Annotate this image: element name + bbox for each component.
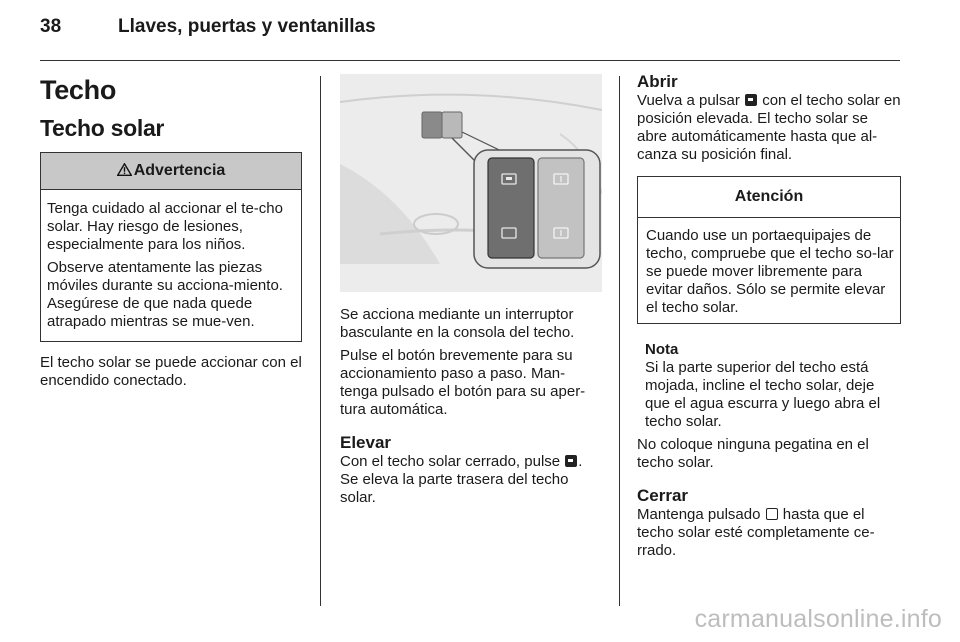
attention-header: Atención: [638, 177, 900, 218]
abrir-text: Vuelva a pulsar con el techo solar en posición elevada. El techo solar se abre automáticamente hasta que al-canza su posición final.: [637, 92, 901, 163]
attention-box: [637, 176, 901, 324]
cerrar-heading: Cerrar: [637, 486, 689, 505]
header-rule: [40, 60, 900, 61]
abrir-heading: Abrir: [637, 72, 678, 91]
column-2: [340, 72, 602, 512]
warning-title: Advertencia: [133, 162, 226, 179]
warning-text-1: Tenga cuidado al accionar el te-cho solar. Hay riesgo de lesiones, especialmente para los niños.: [47, 200, 283, 253]
operation-description: Pulse el botón brevemente para su accionamiento paso a paso. Man-tenga pulsado el botón para su aper-tura automática.: [340, 347, 586, 418]
column-3: [637, 72, 901, 565]
open-button-icon: [745, 94, 757, 106]
note-text: Si la parte superior del techo está mojada, incline el techo solar, deje que el agua escurra y luego abra el techo solar.: [645, 359, 881, 430]
elevar-heading: Elevar: [340, 433, 392, 452]
warning-triangle-icon: [117, 153, 132, 189]
attention-text: Cuando use un portaequipajes de techo, compruebe que el techo so-lar se puede mover libremente para evitar daños. Sólo se permite elevar el techo solar.: [646, 227, 894, 316]
watermark: carmanualsonline.info: [694, 605, 942, 633]
warning-header: [41, 153, 301, 190]
tilt-button-icon: [565, 455, 577, 467]
elevar-text: Con el techo solar cerrado, pulse . Se eleva la parte trasera del techo solar.: [340, 453, 583, 506]
sticker-warning: No coloque ninguna pegatina en el techo solar.: [637, 436, 869, 471]
warning-text-2: Observe atentamente las piezas móviles durante su acciona-miento. Asegúrese de que nada quede atrapado mientras se mue-ven.: [47, 259, 283, 330]
note-block: [637, 341, 901, 431]
switch-description: Se acciona mediante un interruptor basculante en la consola del techo.: [340, 306, 575, 341]
close-button-icon: [766, 508, 778, 520]
column-1: [40, 74, 302, 395]
column-divider-2: [619, 76, 620, 606]
cerrar-text: Mantenga pulsado hasta que el techo solar esté completamente ce-rrado.: [637, 506, 875, 559]
subsection-title: Techo solar: [40, 115, 165, 141]
page-number: 38: [40, 16, 62, 37]
sunroof-switch-illustration: [340, 74, 602, 292]
column-divider-1: [320, 76, 321, 606]
chapter-title: Llaves, puertas y ventanillas: [118, 16, 376, 37]
note-title: Nota: [645, 341, 679, 358]
warning-box: [40, 152, 302, 342]
section-title: Techo: [40, 75, 117, 105]
body-text: El techo solar se puede accionar con el encendido conectado.: [40, 354, 302, 389]
